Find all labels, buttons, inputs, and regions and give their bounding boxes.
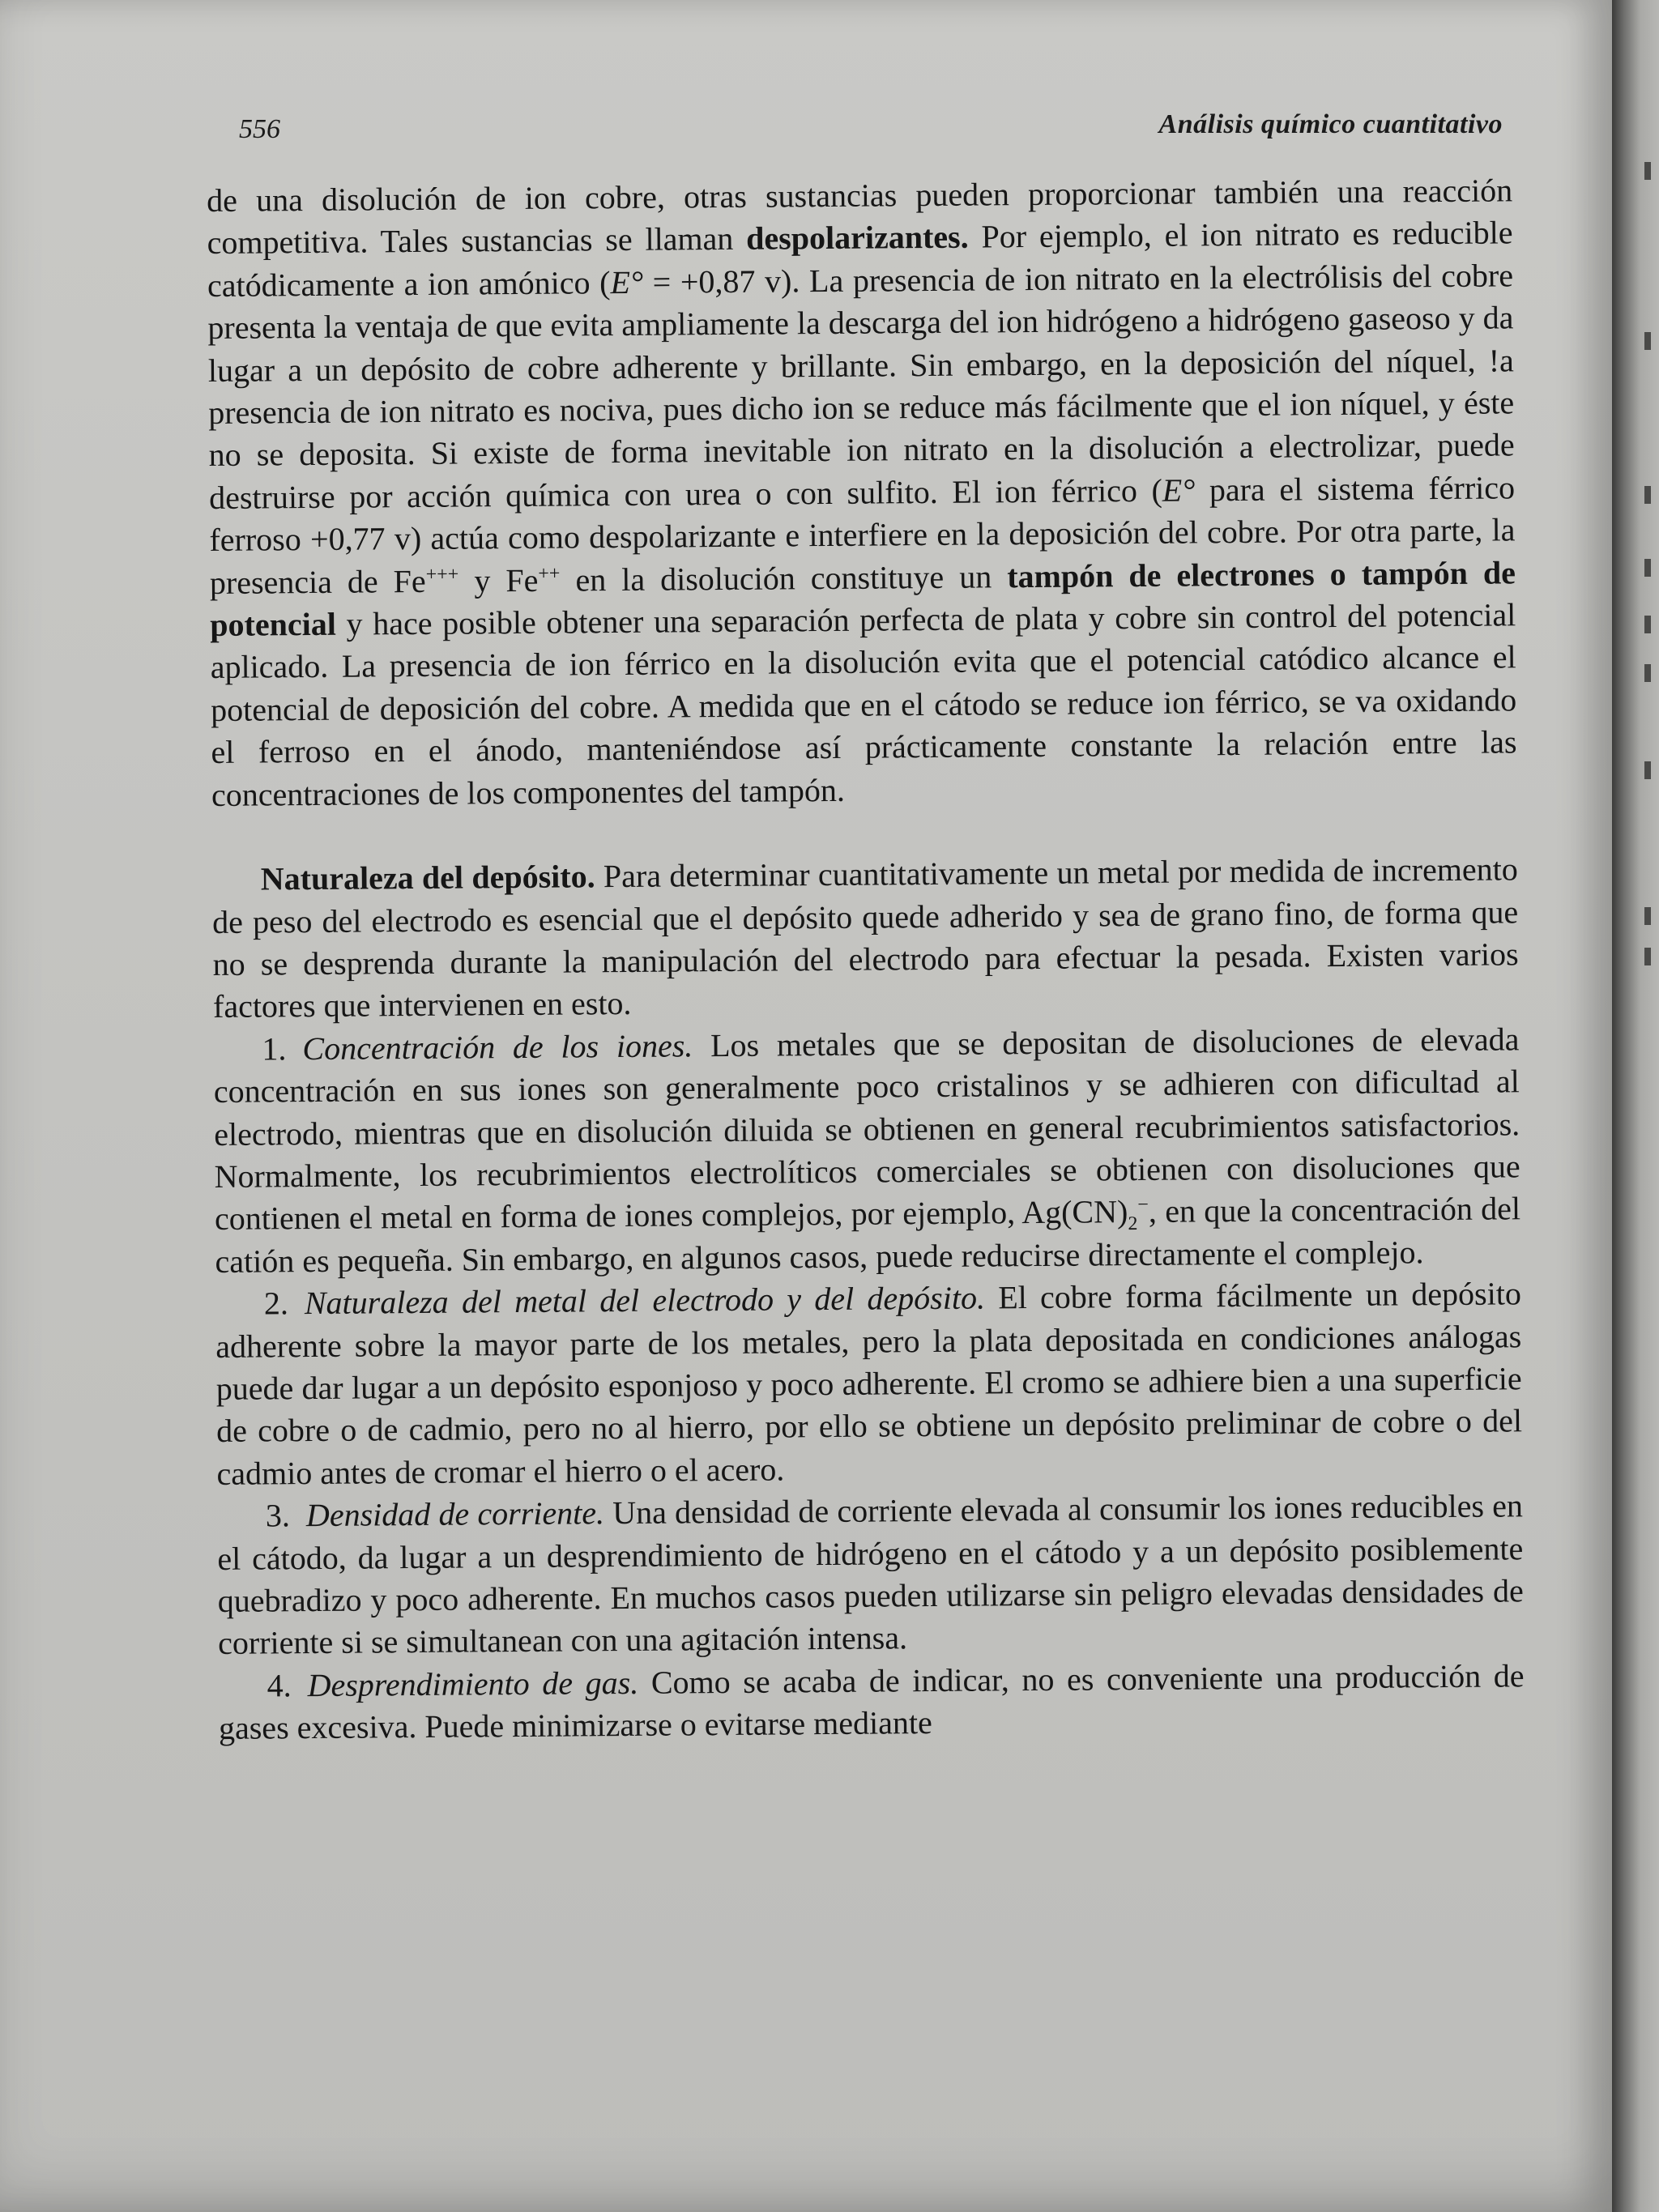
symbol-e: E° [610,263,644,300]
running-title: Análisis químico cuantitativo [1158,109,1503,139]
list-item [217,1485,1525,1664]
edge-mark [1644,162,1651,180]
text-run: Los metales que se depositan de disoluciones de elevada concentración en sus iones son generalmente poco cristalinos y se adhieren con dificultad al electrodo, mientras que en disolución diluida se obtienen en general recubrimientos satisfactorios. Normalmente, los recubrimientos electrolíticos comerciales se obtienen con disoluciones que contienen el metal en forma de iones complejos, por ejemplo, Ag(CN) [213,1021,1520,1238]
text-run: = +0,87 v). La presencia de ion nitrato en la electrólisis del cobre presenta la ventaja de que evita ampliamente la descarga del ion hidrógeno a hidrógeno gaseoso y da lugar a un depósito de cobre adherente y brillante. Sin embargo, en la deposición del níquel, !a presencia de ion nitrato es nociva, pues dicho ion se reduce más fácilmente que el ion níquel, y éste no se deposita. Si existe de forma inevitable ion nitrato en la disolución a electrolizar, puede destruirse por acción química con urea o con sulfito. El ion férrico ( [207,257,1515,516]
paragraph-naturaleza [212,848,1520,1028]
edge-mark [1644,616,1651,633]
edge-mark [1644,761,1651,779]
item-title: Concentración de los iones. [302,1027,693,1067]
edge-mark [1644,559,1651,577]
section-heading: Naturaleza del depósito. [260,858,595,897]
item-number: 2. [263,1285,289,1322]
text-run: Para determinar cuantitativamente un metal por medida de incremento de peso del electrodo es esencial que el depósito quede adherido y sea de grano fino, de forma que no se desprenda durante la manipulación del electrodo para efectuar la pesada. Existen varios factores que intervienen en esto. [212,850,1519,1025]
text-run: Como se acaba de indicar, no es conveniente una producción de gases excesiva. Puede minimizarse o evitarse mediante [218,1657,1525,1747]
item-title: Naturaleza del metal del electrodo y del depósito. [304,1279,986,1322]
body-text [207,169,1525,1750]
bold-term: despolarizantes. [746,219,969,258]
item-number: 4. [267,1667,292,1704]
text-run: Por ejemplo, el ion nitrato es reducible catódicamente a ion amónico ( [207,214,1513,304]
edge-mark [1644,332,1651,350]
text-run: y Fe [458,561,539,599]
text-run: , en que la concentración del catión es pequeña. Sin embargo, en algunos casos, puede reducirse directamente el complejo. [215,1190,1521,1280]
page-number: 556 [239,114,280,144]
edge-mark [1644,948,1651,965]
running-head [239,109,1503,150]
next-page-edge-marks [1644,0,1659,2212]
charge-superscript: ++ [538,562,561,585]
paragraph-despolarizantes [207,169,1517,816]
charge-superscript: − [1137,1194,1149,1217]
text-run: para el sistema férrico ferroso +0,77 v) actúa como despolarizante e interfiere en la deposición del cobre. Por otra parte, la presencia de Fe [209,469,1516,601]
edge-mark [1644,907,1651,925]
item-title: Densidad de corriente. [305,1494,605,1534]
symbol-e: E° [1162,471,1196,509]
item-number: 1. [262,1029,287,1068]
text-run: de una disolución de ion cobre, otras sustancias pueden proporcionar también una reacción competitiva. Tales sustancias se llaman [207,172,1513,262]
text-run: y hace posible obtener una separación perfecta de plata y cobre sin control del potencial aplicado. La presencia de ion férrico en la disolución evita que el potencial catódico alcance el potencial de deposición del cobre. A medida que en el cátodo se reduce ion férrico, se va oxidando el ferroso en el ánodo, manteniéndose así prácticamente constante la relación entre las concentraciones de los componentes del tampón. [210,596,1517,813]
list-item [215,1272,1523,1495]
subscript: 2 [1128,1213,1138,1235]
list-item [213,1018,1520,1283]
list-item [218,1655,1525,1750]
edge-mark [1644,664,1651,682]
item-number: 3. [265,1497,291,1534]
charge-superscript: +++ [425,563,459,586]
item-title: Desprendimiento de gas. [307,1664,639,1703]
text-run: El cobre forma fácilmente un depósito adherente sobre la mayor parte de los metales, pero la plata depositada en condiciones análogas puede dar lugar a un depósito esponjoso y poco adherente. El cromo se adhiere bien a una superficie de cobre o de cadmio, pero no al hierro, por ello se obtiene un depósito preliminar de cobre o del cadmio antes de cromar el hierro o el acero. [215,1275,1523,1492]
text-run: Una densidad de corriente elevada al consumir los iones reducibles en el cátodo, da lugar a un desprendimiento de hidrógeno en el cátodo y a un depósito posiblemente quebradizo y poco adherente. En muchos casos pueden utilizarse sin peligro elevadas densidades de corriente si se simultanean con una agitación intensa. [217,1487,1524,1662]
text-run: en la disolución constituye un [560,557,1008,599]
bold-term: tampón de electrones o tampón de potencial [210,553,1516,644]
edge-mark [1644,486,1651,504]
